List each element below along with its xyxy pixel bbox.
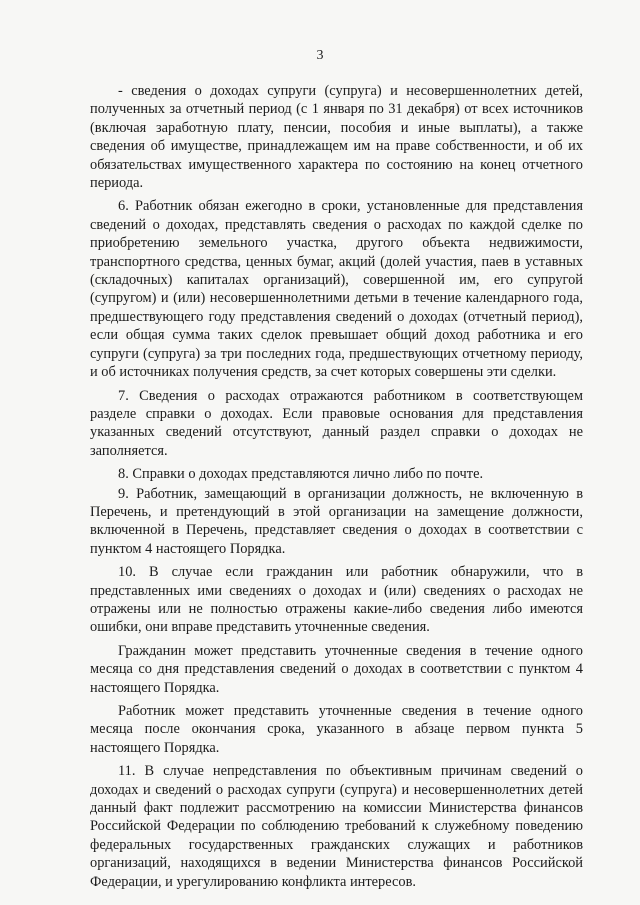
paragraph-item-11: 11. В случае непредставления по объективным причинам сведений о доходах и сведений о расходах супруги (супруга) и несовершеннолетних детей данный факт подлежит рассмотрению на комиссии Министерства финансов Российской Федерации по соблюдению требований к служебному поведению федеральных государственных гражданских служащих и работников организаций, находящихся в ведении Министерства финансов Российской Федерации, и урегулированию конфликта интересов. [90,763,583,890]
page-number: 3 [316,48,324,63]
paragraph-item-6: 6. Работник обязан ежегодно в сроки, установленные для представления сведений о доходах, представлять сведения о расходах по каждой сделке по приобретению земельного участка, другого объекта недвижимости, транспортного средства, ценных бумаг, акций (долей участия, паев в уставных (складочных) капиталах организаций), совершенной им, его супругой (супругом) и (или) несовершеннолетними детьми в течение календарного года, предшествующего году представления сведений о доходах (отчетный период), если общая сумма таких сделок превышает общий доход работника и его супруги (супруга) за три последних года, предшествующих отчетному периоду, и об источниках получения средств, за счет которых совершены эти сделки. [90,198,583,381]
paragraph-item-7: 7. Сведения о расходах отражаются работником в соответствующем разделе справки о доходах. Если правовые основания для представления указанных сведений отсутствуют, данный раздел справки о доходах не заполняется. [90,387,583,459]
paragraph-citizen-corrections: Гражданин может представить уточненные сведения в течение одного месяца со дня представления сведений о доходах в соответствии с пунктом 4 настоящего Порядка. [90,642,583,696]
paragraph-item-10: 10. В случае если гражданин или работник обнаружили, что в представленных ими сведениях о доходах и (или) сведениях о расходах не отражены или не полностью отражены какие-либо сведения либо имеются ошибки, они вправе представить уточненные сведения. [90,564,583,636]
paragraph-item-8: 8. Справки о доходах представляются лично либо по почте. [118,466,484,483]
paragraph-spouse-income-info: - сведения о доходах супруги (супруга) и несовершеннолетних детей, полученных за отчетный период (с 1 января по 31 декабря) от всех источников (включая заработную плату, пенсии, пособия и иные выплаты), а также сведения об имуществе, принадлежащем им на праве собственности, и об их обязательствах имущественного характера по состоянию на конец отчетного периода. [90,83,583,192]
paragraph-employee-corrections: Работник может представить уточненные сведения в течение одного месяца после окончания срока, указанного в абзаце первом пункта 5 настоящего Порядка. [90,703,583,756]
paragraph-item-9: 9. Работник, замещающий в организации должность, не включенную в Перечень, и претендующий в этой организации на замещение должности, включенной в Перечень, представляет сведения о доходах в соответствии с пунктом 4 настоящего Порядка. [90,485,583,557]
